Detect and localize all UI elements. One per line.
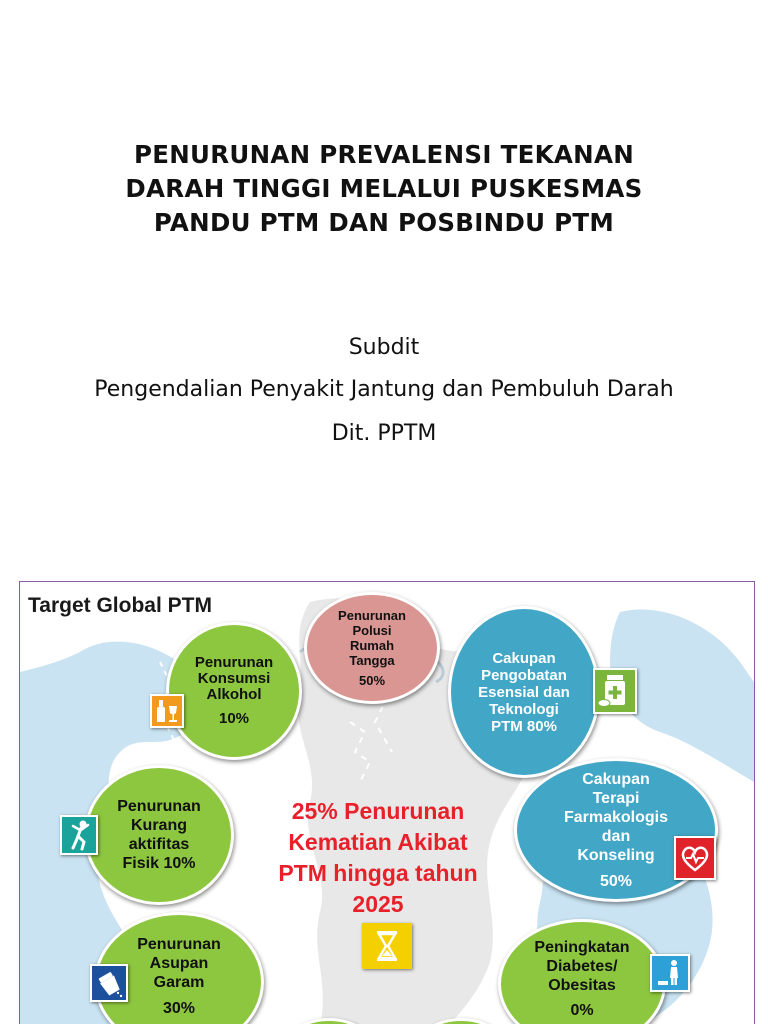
bubble-farmakologis-line-3: Farmakologis	[563, 808, 669, 826]
bubble-polusi-value: 50%	[358, 673, 386, 688]
bubble-alkohol-line-3: Alkohol	[206, 686, 262, 703]
center-line-2: Kematian Akibat	[288, 829, 468, 855]
center-line-1: 25% Penurunan	[291, 798, 465, 824]
bubble-pengobatan-line-4: Teknologi	[489, 700, 559, 718]
scale-icon	[650, 954, 690, 992]
bottle-icon	[150, 694, 184, 728]
title-line-1: PENURUNAN PREVALENSI TEKANAN	[133, 140, 635, 169]
central-target-statement	[258, 796, 498, 920]
bubble-polusi	[304, 592, 440, 704]
bubble-diabetes-line-2: Diabetes/	[546, 958, 618, 975]
target-global-ptm-infographic	[19, 581, 755, 1024]
bubble-diabetes-value: 0%	[570, 1002, 594, 1019]
bubble-garam-line-2: Asupan	[149, 955, 209, 972]
bubble-farmakologis-line-4: dan	[601, 827, 631, 845]
bubble-aktifitas-line-1: Penurunan	[117, 798, 201, 815]
bubble-alkohol-value: 10%	[218, 710, 250, 727]
bubble-farmakologis-line-5: Konseling	[577, 846, 655, 864]
bubble-farmakologis-value: 50%	[599, 872, 633, 890]
slide-title	[60, 138, 708, 240]
bubble-polusi-line-2: Polusi	[352, 623, 392, 638]
bubble-polusi-line-4: Tangga	[349, 653, 395, 668]
bubble-alkohol-line-2: Konsumsi	[197, 670, 271, 687]
bubble-garam-line-3: Garam	[153, 974, 205, 991]
bubble-farmakologis-line-1: Cakupan	[582, 770, 650, 788]
subtitle-subdit: Subdit	[348, 335, 420, 360]
bubble-pengobatan-line-1: Cakupan	[492, 649, 556, 667]
title-line-2: DARAH TINGGI MELALUI PUSKESMAS	[125, 174, 643, 203]
bubble-farmakologis-line-2: Terapi	[592, 789, 640, 807]
bubble-pengobatan-line-2: Pengobatan	[481, 666, 567, 684]
salt-shaker-icon	[90, 964, 128, 1002]
center-line-4: 2025	[352, 891, 404, 917]
bubble-aktifitas-line-2: Kurang	[131, 817, 187, 834]
bubble-aktifitas-line-4: Fisik 10%	[122, 855, 196, 872]
bubble-pengobatan-line-5: PTM 80%	[491, 717, 557, 735]
pill-bottle-icon	[593, 668, 637, 714]
bubble-polusi-line-3: Rumah	[349, 638, 395, 653]
bubble-alkohol	[166, 622, 302, 760]
bubble-aktifitas	[84, 765, 234, 905]
bubble-alkohol-line-1: Penurunan	[194, 654, 274, 671]
bubble-polusi-line-1: Penurunan	[338, 608, 406, 623]
hourglass-icon	[362, 923, 412, 969]
bubble-aktifitas-line-3: aktifitas	[128, 836, 190, 853]
bubble-diabetes-line-1: Peningkatan	[534, 939, 630, 956]
bubble-garam-value: 30%	[162, 1000, 196, 1017]
bubble-diabetes-line-3: Obesitas	[548, 977, 616, 994]
bubble-garam-line-1: Penurunan	[137, 936, 221, 953]
subtitle-department: Pengendalian Penyakit Jantung dan Pembuluh Darah	[94, 377, 674, 402]
bubble-pengobatan-line-3: Esensial dan	[478, 683, 570, 701]
center-line-3: PTM hingga tahun	[278, 860, 478, 886]
infographic-title: Target Global PTM	[28, 594, 212, 617]
subtitle-directorate: Dit. PPTM	[331, 421, 437, 446]
heart-care-icon	[674, 836, 716, 880]
running-person-icon	[60, 815, 98, 855]
bubble-pengobatan	[448, 606, 600, 778]
title-line-3: PANDU PTM DAN POSBINDU PTM	[153, 208, 615, 237]
